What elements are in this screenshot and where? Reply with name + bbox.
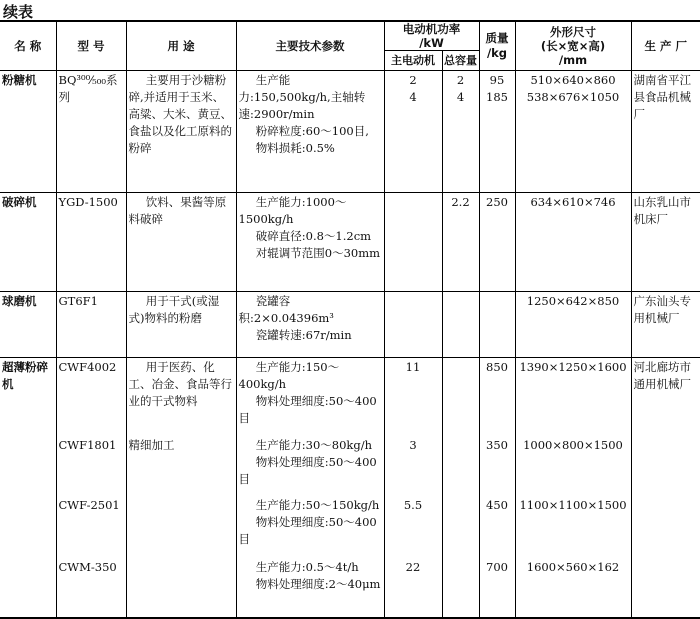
- row-model: CWF-2501: [56, 496, 126, 558]
- row-main-motor: [384, 71, 442, 193]
- row-usage: [126, 496, 236, 558]
- row-maker: 山东乳山市机床厂: [631, 193, 700, 292]
- param-line: 瓷罐转速:67r/min: [255, 328, 352, 342]
- row-main-motor: [384, 358, 442, 436]
- value-line: 5.5: [403, 497, 423, 512]
- row-total-cap: [442, 496, 479, 558]
- row-usage: 用于医药、化工、冶金、食品等行业的干式物料: [126, 358, 236, 436]
- param-line: 物料处理细度:50～400目: [238, 394, 377, 425]
- row-name: 粉糖机: [0, 71, 56, 193]
- row-params: [236, 558, 384, 618]
- value-line: 4: [409, 90, 417, 104]
- row-dims: [515, 193, 631, 292]
- row-name: 破碎机: [0, 193, 56, 292]
- header-dims-unit: /mm: [558, 53, 588, 67]
- header-params: 主要技术参数: [236, 21, 384, 71]
- param-line: 生产能力:1000～1500kg/h: [238, 195, 347, 226]
- value-line: 350: [486, 437, 508, 452]
- row-total-cap: [442, 558, 479, 618]
- param-line: 对辊调节范围0～30mm: [255, 246, 381, 260]
- row-mass: [479, 71, 515, 193]
- value-line: 185: [486, 90, 508, 104]
- value-line: 95: [489, 73, 505, 87]
- row-dims: [515, 496, 631, 558]
- value-line: 450: [486, 497, 508, 512]
- row-total-cap: [442, 436, 479, 496]
- header-total-cap: 总容量: [442, 51, 479, 71]
- row-dims: [515, 436, 631, 496]
- row-usage: 主要用于沙糖粉碎,并适用于玉米、高粱、大米、黄豆、食盐以及化工原料的粉碎: [126, 71, 236, 193]
- value-line: 1000×800×1500: [523, 437, 623, 452]
- row-dims: [515, 358, 631, 436]
- value-line: 11: [405, 360, 421, 374]
- row-params: [236, 358, 384, 436]
- row-dims: [515, 558, 631, 618]
- param-line: 瓷罐容积:2×0.04396m³: [238, 294, 334, 325]
- param-line: 破碎直径:0.8～1.2cm: [255, 229, 372, 243]
- row-usage: 用于干式(或湿式)物料的粉磨: [126, 292, 236, 358]
- value-line: 2: [456, 73, 465, 87]
- param-line: 物料处理细度:2～40μm: [255, 576, 381, 591]
- header-power-unit: /kW: [419, 36, 444, 50]
- header-dims-title: 外形尺寸: [550, 25, 596, 39]
- param-line: 物料处理细度:50～400目: [238, 514, 377, 546]
- value-line: 250: [486, 195, 508, 209]
- table-caption: 续表: [3, 3, 34, 21]
- row-params: [236, 71, 384, 193]
- value-line: 1100×1100×1500: [519, 497, 627, 512]
- param-line: 物料损耗:0.5%: [255, 141, 335, 155]
- value-line: 850: [486, 360, 508, 374]
- row-mass: [479, 436, 515, 496]
- header-main-motor: 主电动机: [384, 51, 442, 71]
- value-line: 2.2: [451, 195, 470, 209]
- row-model: CWF1801: [56, 436, 126, 496]
- row-model: CWF4002: [56, 358, 126, 436]
- row-name: 球磨机: [0, 292, 56, 358]
- value-line: 1250×642×850: [526, 294, 620, 308]
- row-usage: 精细加工: [126, 436, 236, 496]
- row-main-motor: [384, 558, 442, 618]
- row-maker: 河北廊坊市通用机械厂: [631, 358, 700, 618]
- value-line: 1390×1250×1600: [519, 360, 627, 374]
- row-dims: [515, 71, 631, 193]
- row-mass: [479, 496, 515, 558]
- row-params: [236, 436, 384, 496]
- row-params: [236, 292, 384, 358]
- row-main-motor: [384, 292, 442, 358]
- header-power: [384, 21, 479, 51]
- param-line: 生产能力:30～80kg/h: [255, 437, 373, 452]
- param-line: 生产能力:50～150kg/h: [255, 497, 380, 512]
- header-model: 型 号: [56, 21, 126, 71]
- row-total-cap: [442, 71, 479, 193]
- value-line: 2: [409, 73, 417, 87]
- row-total-cap: [442, 292, 479, 358]
- row-usage: [126, 558, 236, 618]
- param-line: 生产能力:150,500kg/h,主轴转速:2900r/min: [238, 73, 366, 121]
- row-main-motor: [384, 436, 442, 496]
- row-total-cap: [442, 358, 479, 436]
- row-main-motor: [384, 496, 442, 558]
- row-mass: [479, 358, 515, 436]
- param-line: 粉碎粒度:60～100目,: [255, 124, 369, 138]
- header-mass-unit: /kg: [486, 46, 508, 60]
- value-line: 4: [456, 90, 465, 104]
- header-name: 名 称: [0, 21, 56, 71]
- equipment-table: [0, 20, 700, 619]
- row-dims: [515, 292, 631, 358]
- row-params: [236, 496, 384, 558]
- header-power-title: 电动机功率: [402, 22, 461, 36]
- row-mass: [479, 558, 515, 618]
- row-total-cap: [442, 193, 479, 292]
- row-maker: 湖南省平江县食品机械厂: [631, 71, 700, 193]
- header-mass-title: 质量: [485, 31, 509, 45]
- row-params: [236, 193, 384, 292]
- row-usage: 饮料、果酱等原料破碎: [126, 193, 236, 292]
- row-main-motor: [384, 193, 442, 292]
- param-line: 物料处理细度:50～400目: [238, 454, 377, 486]
- value-line: 22: [405, 559, 421, 574]
- header-mass: [479, 21, 515, 71]
- value-line: 538×676×1050: [526, 90, 620, 104]
- value-line: 3: [409, 437, 417, 452]
- param-line: 生产能力:0.5～4t/h: [255, 559, 359, 574]
- row-model: CWM-350: [56, 558, 126, 618]
- header-dims-sub: (长×宽×高): [540, 39, 606, 53]
- value-line: 634×610×746: [530, 195, 616, 209]
- header-dims: [515, 21, 631, 71]
- row-model: YGD-1500: [56, 193, 126, 292]
- row-mass: [479, 193, 515, 292]
- header-maker: 生 产 厂: [631, 21, 700, 71]
- header-usage: 用 途: [126, 21, 236, 71]
- row-name: 超薄粉碎机: [0, 358, 56, 618]
- row-model: BQ³⁰⁰⁄₅₀₀系列: [56, 71, 126, 193]
- value-line: 510×640×860: [530, 73, 616, 87]
- row-mass: [479, 292, 515, 358]
- param-line: 生产能力:150～400kg/h: [238, 360, 340, 391]
- row-maker: 广东汕头专用机械厂: [631, 292, 700, 358]
- value-line: 700: [486, 559, 508, 574]
- value-line: 1600×560×162: [526, 559, 620, 574]
- row-model: GT6F1: [56, 292, 126, 358]
